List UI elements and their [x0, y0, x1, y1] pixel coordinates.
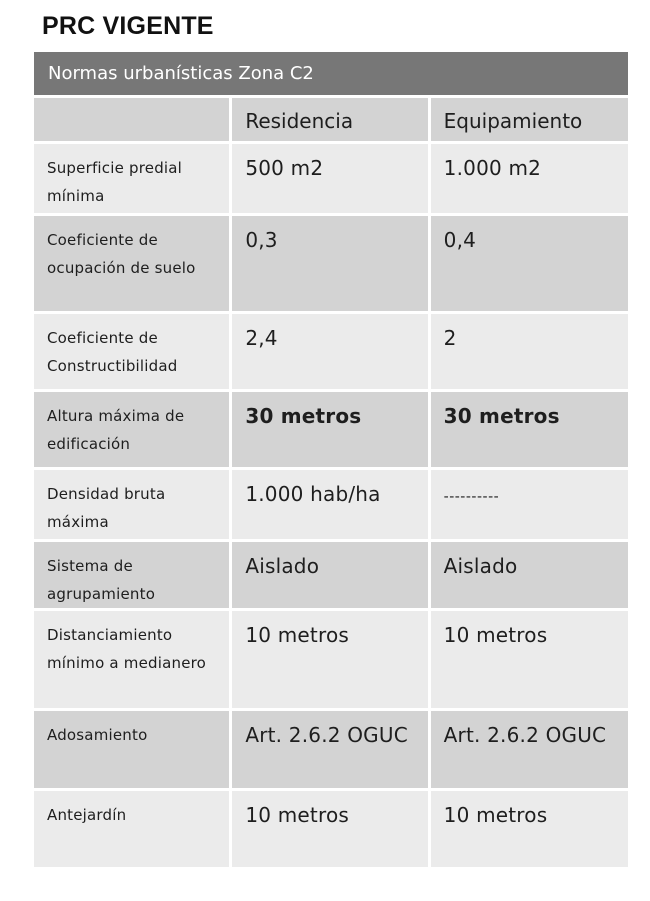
table-header: Normas urbanísticas Zona C2	[34, 52, 628, 95]
column-header-row	[34, 98, 628, 141]
table-row	[34, 542, 628, 608]
equipamiento-value: 30 metros	[431, 392, 628, 467]
equipamiento-value: 10 metros	[431, 611, 628, 708]
row-label: Superficie predial mínima	[34, 144, 229, 213]
residencia-value: 2,4	[232, 314, 427, 389]
residencia-value: Aislado	[232, 542, 427, 608]
equipamiento-value: Art. 2.6.2 OGUC	[431, 711, 628, 788]
residencia-value: 10 metros	[232, 791, 427, 867]
equipamiento-value-cell	[431, 470, 628, 539]
page-title: PRC VIGENTE	[42, 12, 214, 40]
residencia-value: 0,3	[232, 216, 427, 311]
table-row	[34, 314, 628, 389]
residencia-value: 30 metros	[232, 392, 427, 467]
residencia-value: 10 metros	[232, 611, 427, 708]
equipamiento-value: 1.000 m2	[431, 144, 628, 213]
table-row	[34, 392, 628, 467]
row-label: Coeficiente de ocupación de suelo	[34, 216, 229, 311]
table-row	[34, 611, 628, 708]
residencia-value: 1.000 hab/ha	[232, 470, 427, 539]
row-label: Antejardín	[34, 791, 229, 867]
row-label: Densidad bruta máxima	[34, 470, 229, 539]
row-label: Adosamiento	[34, 711, 229, 788]
table-row	[34, 791, 628, 867]
table-row	[34, 144, 628, 213]
column-header-equipamiento: Equipamiento	[431, 98, 628, 141]
column-header-empty	[34, 98, 229, 141]
column-header-residencia: Residencia	[232, 98, 427, 141]
equipamiento-value: Aislado	[431, 542, 628, 608]
row-label: Altura máxima de edificación	[34, 392, 229, 467]
equipamiento-value: ----------	[443, 489, 500, 505]
table-row	[34, 216, 628, 311]
table-row	[34, 470, 628, 539]
equipamiento-value: 2	[431, 314, 628, 389]
equipamiento-value: 10 metros	[431, 791, 628, 867]
row-label: Coeficiente de Constructibilidad	[34, 314, 229, 389]
equipamiento-value: 0,4	[431, 216, 628, 311]
table-row	[34, 711, 628, 788]
row-label: Sistema de agrupamiento	[34, 542, 229, 608]
residencia-value: 500 m2	[232, 144, 427, 213]
row-label: Distanciamiento mínimo a medianero	[34, 611, 229, 708]
norms-table	[34, 52, 628, 867]
residencia-value: Art. 2.6.2 OGUC	[232, 711, 427, 788]
norms-grid	[31, 95, 631, 870]
